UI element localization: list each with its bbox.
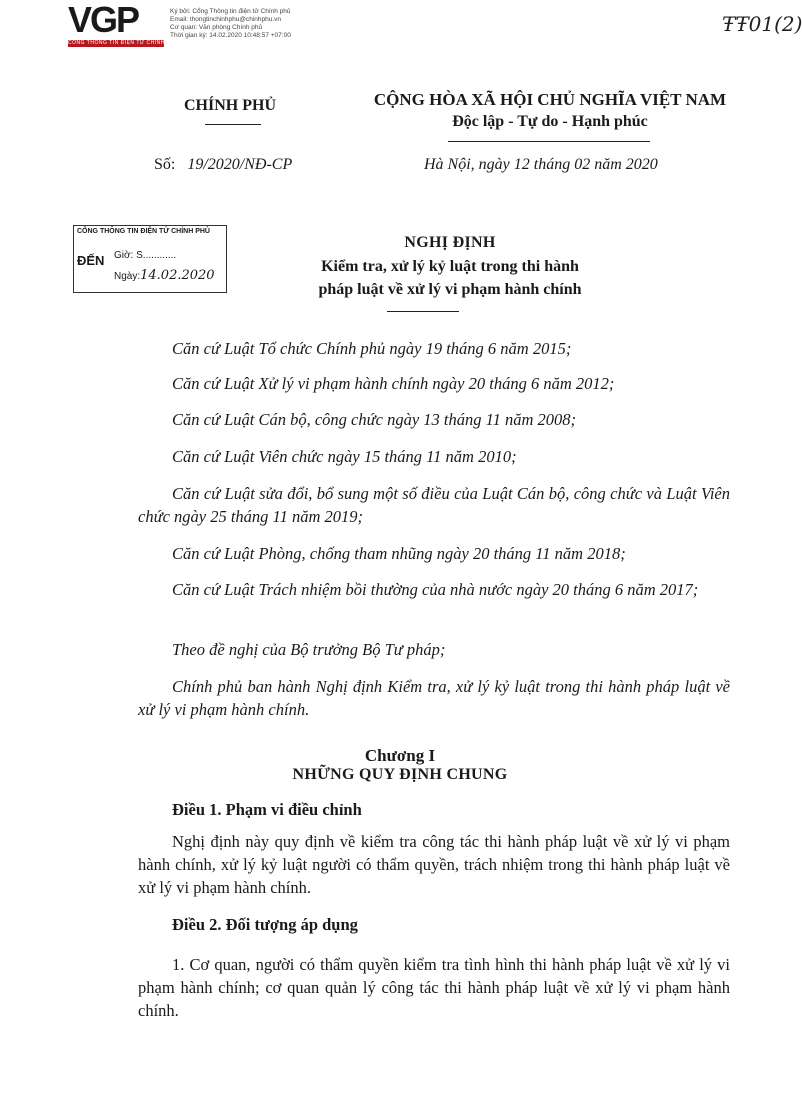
article-heading: Điều 1. Phạm vi điều chỉnh xyxy=(172,800,362,819)
decree-subtitle-line-1: Kiểm tra, xử lý kỷ luật trong thi hành xyxy=(321,258,579,275)
title-underline xyxy=(387,311,459,312)
stamp-den: ĐẾN xyxy=(77,253,105,268)
national-motto: Độc lập - Tự do - Hạnh phúc xyxy=(452,113,648,130)
issuer-underline xyxy=(205,124,261,125)
issue-date: Hà Nội, ngày 12 tháng 02 năm 2020 xyxy=(424,156,658,173)
stamp-title: CỔNG THÔNG TIN ĐIỆN TỬ CHÍNH PHỦ xyxy=(77,228,210,235)
document-number xyxy=(154,156,292,174)
preamble-item: Căn cứ Luật Xử lý vi phạm hành chính ngày 20 tháng 6 năm 2012; xyxy=(172,374,615,393)
article-text: Nghị định này quy định về kiểm tra công tác thi hành pháp luật về xử lý vi phạm hành chính, xử lý kỷ luật người có thẩm quyền, trách nhiệm trong thi hành pháp luật về xử lý vi phạm hành chính. xyxy=(138,832,730,897)
doc-number-label: Số: xyxy=(154,156,176,173)
digital-signature-info xyxy=(170,8,291,40)
signature-line: Ký bởi: Cổng Thông tin điện tử Chính phủ xyxy=(170,8,291,15)
preamble-item: Chính phủ ban hành Nghị định Kiểm tra, xử lý kỷ luật trong thi hành pháp luật về xử lý vi phạm hành chính. xyxy=(138,677,730,719)
vgp-logo xyxy=(68,0,179,46)
vgp-logo-letters: VGP xyxy=(68,0,139,40)
signature-line: Cơ quan: Văn phòng Chính phủ xyxy=(170,24,263,31)
received-stamp xyxy=(73,225,227,293)
stamp-date: Ngày:14.02.2020 xyxy=(114,268,215,283)
preamble-item: Theo đề nghị của Bộ trưởng Bộ Tư pháp; xyxy=(172,640,446,659)
decree-subtitle-line-2: pháp luật về xử lý vi phạm hành chính xyxy=(318,281,582,298)
chapter-name: NHỮNG QUY ĐỊNH CHUNG xyxy=(292,766,508,783)
preamble-item: Căn cứ Luật Viên chức ngày 15 tháng 11 năm 2010; xyxy=(172,447,517,466)
preamble-item: Căn cứ Luật Tổ chức Chính phủ ngày 19 tháng 6 năm 2015; xyxy=(172,339,572,358)
issuer-name: CHÍNH PHỦ xyxy=(184,97,276,114)
preamble-item: Căn cứ Luật Trách nhiệm bồi thường của nhà nước ngày 20 tháng 6 năm 2017; xyxy=(172,580,699,599)
nation-name: CỘNG HÒA XÃ HỘI CHỦ NGHĨA VIỆT NAM xyxy=(373,90,727,109)
preamble-item: Căn cứ Luật Cán bộ, công chức ngày 13 tháng 11 năm 2008; xyxy=(172,410,577,429)
stamp-time: Giờ: S............ xyxy=(114,250,177,261)
chapter-number: Chương I xyxy=(364,746,436,765)
signature-line: Email: thongtinchinhphu@chinhphu.vn xyxy=(170,16,282,23)
preamble-item: Căn cứ Luật sửa đổi, bổ sung một số điều của Luật Cán bộ, công chức và Luật Viên chức ngày 25 tháng 11 năm 2019; xyxy=(138,484,730,526)
article-text: 1. Cơ quan, người có thẩm quyền kiểm tra tình hình thi hành pháp luật về xử lý vi phạm hành chính; cơ quan quản lý công tác thi hành pháp luật về xử lý vi phạm hành chính. xyxy=(138,955,730,1020)
handwritten-note: ŦŦ01(2) xyxy=(722,12,802,36)
decree-title: NGHỊ ĐỊNH xyxy=(404,234,496,251)
vgp-logo-strip: CỔNG THÔNG TIN ĐIỆN TỬ CHÍNH PHỦ xyxy=(68,40,179,46)
signature-line: Thời gian ký: 14.02.2020 10:48:57 +07:00 xyxy=(170,32,291,39)
preamble-item: Căn cứ Luật Phòng, chống tham nhũng ngày 20 tháng 11 năm 2018; xyxy=(172,544,626,563)
doc-number-value: 19/2020/NĐ-CP xyxy=(187,156,293,173)
motto-underline xyxy=(448,141,650,142)
article-heading: Điều 2. Đối tượng áp dụng xyxy=(172,915,358,934)
